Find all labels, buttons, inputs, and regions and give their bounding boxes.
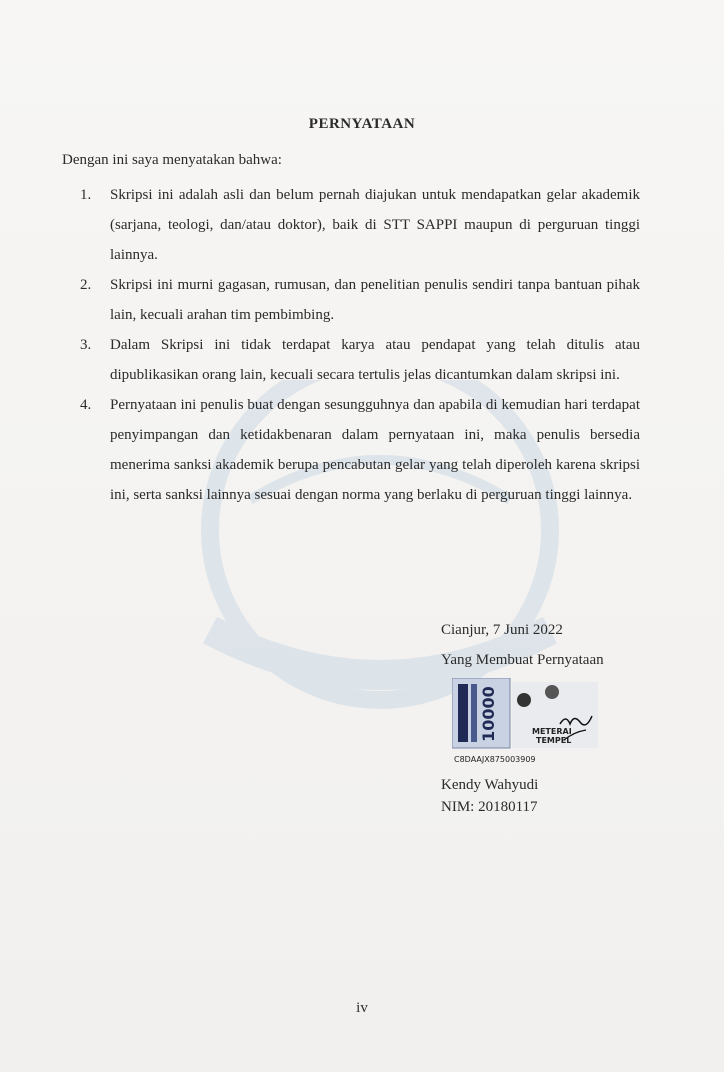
list-item	[80, 330, 640, 390]
list-item-text: Skripsi ini murni gagasan, rumusan, dan penelitian penulis sendiri tanpa bantuan pihak lain, kecuali arahan tim pembimbing.	[110, 277, 640, 323]
stamp-label-2: TEMPEL	[536, 736, 572, 745]
signer-nim: NIM: 20180117	[441, 799, 538, 815]
stamp-serial: C8DAAJX875003909	[454, 755, 536, 764]
signer-name: Kendy Wahyudi	[441, 777, 539, 793]
stamp-value: 10000	[479, 686, 498, 742]
statement-list	[80, 180, 640, 510]
document-title: PERNYATAAN	[308, 116, 416, 132]
duty-stamp-with-signature	[452, 678, 598, 768]
place-date: Cianjur, 7 Juni 2022	[441, 622, 563, 638]
list-item	[80, 180, 640, 270]
list-item	[80, 390, 640, 510]
intro-text: Dengan ini saya menyatakan bahwa:	[62, 152, 282, 168]
list-item-number: 4.	[80, 397, 92, 413]
list-item	[80, 270, 640, 330]
page-number: iv	[356, 1000, 368, 1016]
stamp-label-1: METERAI	[532, 727, 572, 736]
list-item-text: Pernyataan ini penulis buat dengan sesungguhnya dan apabila di kemudian hari terdapat penyimpangan dan ketidakbenaran dalam pernyataan ini, maka penulis bersedia menerima sanksi akademik berupa pencabutan gelar yang telah diperoleh karena skripsi ini, serta sanksi lainnya sesuai dengan norma yang berlaku di perguruan tinggi lainnya.	[110, 397, 640, 503]
list-item-text: Dalam Skripsi ini tidak terdapat karya atau pendapat yang telah ditulis atau dipublikasikan orang lain, kecuali secara tertulis jelas dicantumkan dalam skripsi ini.	[110, 337, 640, 383]
list-item-number: 3.	[80, 337, 92, 353]
maker-label: Yang Membuat Pernyataan	[441, 652, 604, 668]
list-item-number: 1.	[80, 187, 92, 203]
list-item-text: Skripsi ini adalah asli dan belum pernah diajukan untuk mendapatkan gelar akademik (sarjana, teologi, dan/atau doktor), baik di STT SAPPI maupun di perguruan tinggi lainnya.	[110, 187, 640, 263]
list-item-number: 2.	[80, 277, 92, 293]
